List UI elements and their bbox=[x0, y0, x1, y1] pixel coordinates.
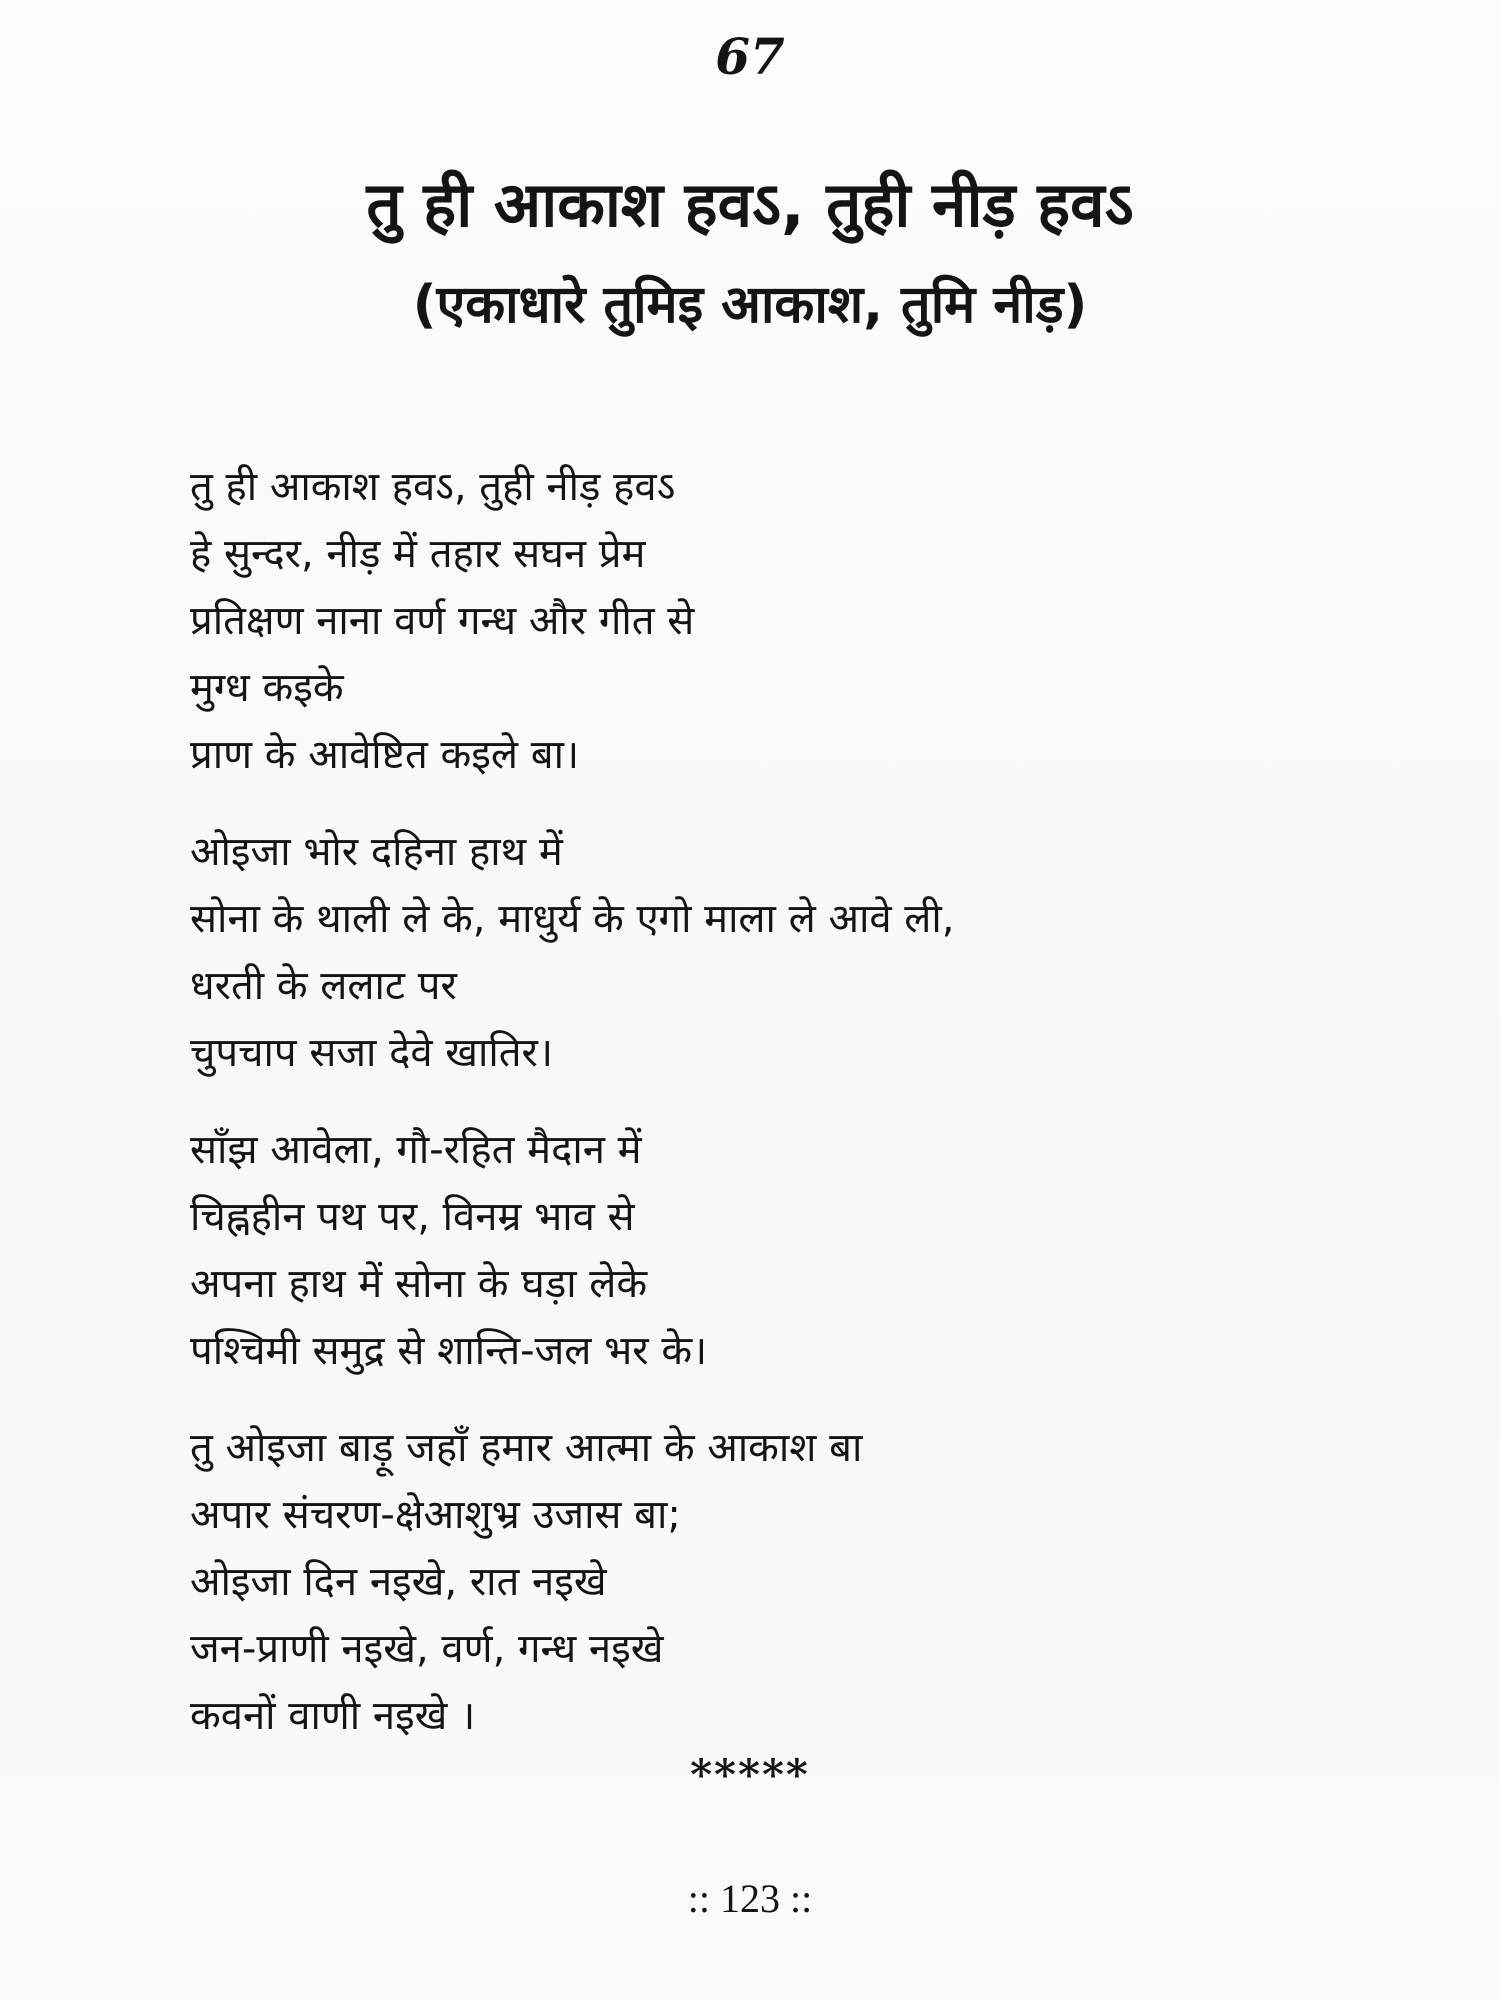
stanza-1 bbox=[190, 454, 1390, 789]
poem-line: सोना के थाली ले के, माधुर्य के एगो माला ले आवे ली, bbox=[190, 896, 955, 942]
poem-line: चिह्नहीन पथ पर, विनम्र भाव से bbox=[190, 1194, 635, 1240]
poem-line: प्राण के आवेष्टित कइले बा। bbox=[190, 732, 580, 778]
poem-line: चुपचाप सजा देवे खातिर। bbox=[190, 1030, 554, 1076]
poem-line: ओइजा भोर दहिना हाथ में bbox=[190, 829, 563, 875]
stanza-2 bbox=[190, 819, 1390, 1087]
poem-line: जन-प्राणी नइखे, वर्ण, गन्ध नइखे bbox=[190, 1626, 664, 1672]
poem-line: अपना हाथ में सोना के घड़ा लेके bbox=[190, 1261, 648, 1307]
poem-subtitle: (एकाधारे तुमिइ आकाश, तुमि नीड़) bbox=[412, 275, 1088, 335]
poem-line: प्रतिक्षण नाना वर्ण गन्ध और गीत से bbox=[190, 598, 695, 644]
poem-line: ओइजा दिन नइखे, रात नइखे bbox=[190, 1559, 607, 1605]
section-separator: ***** bbox=[690, 1750, 810, 1799]
poem-line: तु ओइजा बाड़ू जहाँ हमार आत्मा के आकाश बा bbox=[190, 1425, 863, 1471]
poem-number: 67 bbox=[715, 27, 785, 86]
stanza-3 bbox=[190, 1117, 1390, 1385]
poem-line: कवनों वाणी नइखे । bbox=[190, 1693, 476, 1739]
poem-line: अपार संचरण-क्षेआशुभ्र उजास बा; bbox=[190, 1492, 681, 1538]
page-number: :: 123 :: bbox=[687, 1876, 813, 1921]
poem-line: साँझ आवेला, गौ-रहित मैदान में bbox=[190, 1127, 642, 1173]
poem-line: पश्चिमी समुद्र से शान्ति-जल भर के। bbox=[190, 1328, 708, 1374]
poem-body bbox=[190, 454, 1390, 1780]
poem-line: तु ही आकाश हवऽ, तुही नीड़ हवऽ bbox=[190, 464, 676, 510]
poem-line: हे सुन्दर, नीड़ में तहार सघन प्रेम bbox=[190, 531, 646, 577]
poem-line: धरती के ललाट पर bbox=[190, 963, 457, 1009]
poem-title: तु ही आकाश हवऽ, तुही नीड़ हवऽ bbox=[366, 168, 1134, 241]
stanza-4 bbox=[190, 1415, 1390, 1750]
poem-line: मुग्ध कइके bbox=[190, 665, 344, 711]
